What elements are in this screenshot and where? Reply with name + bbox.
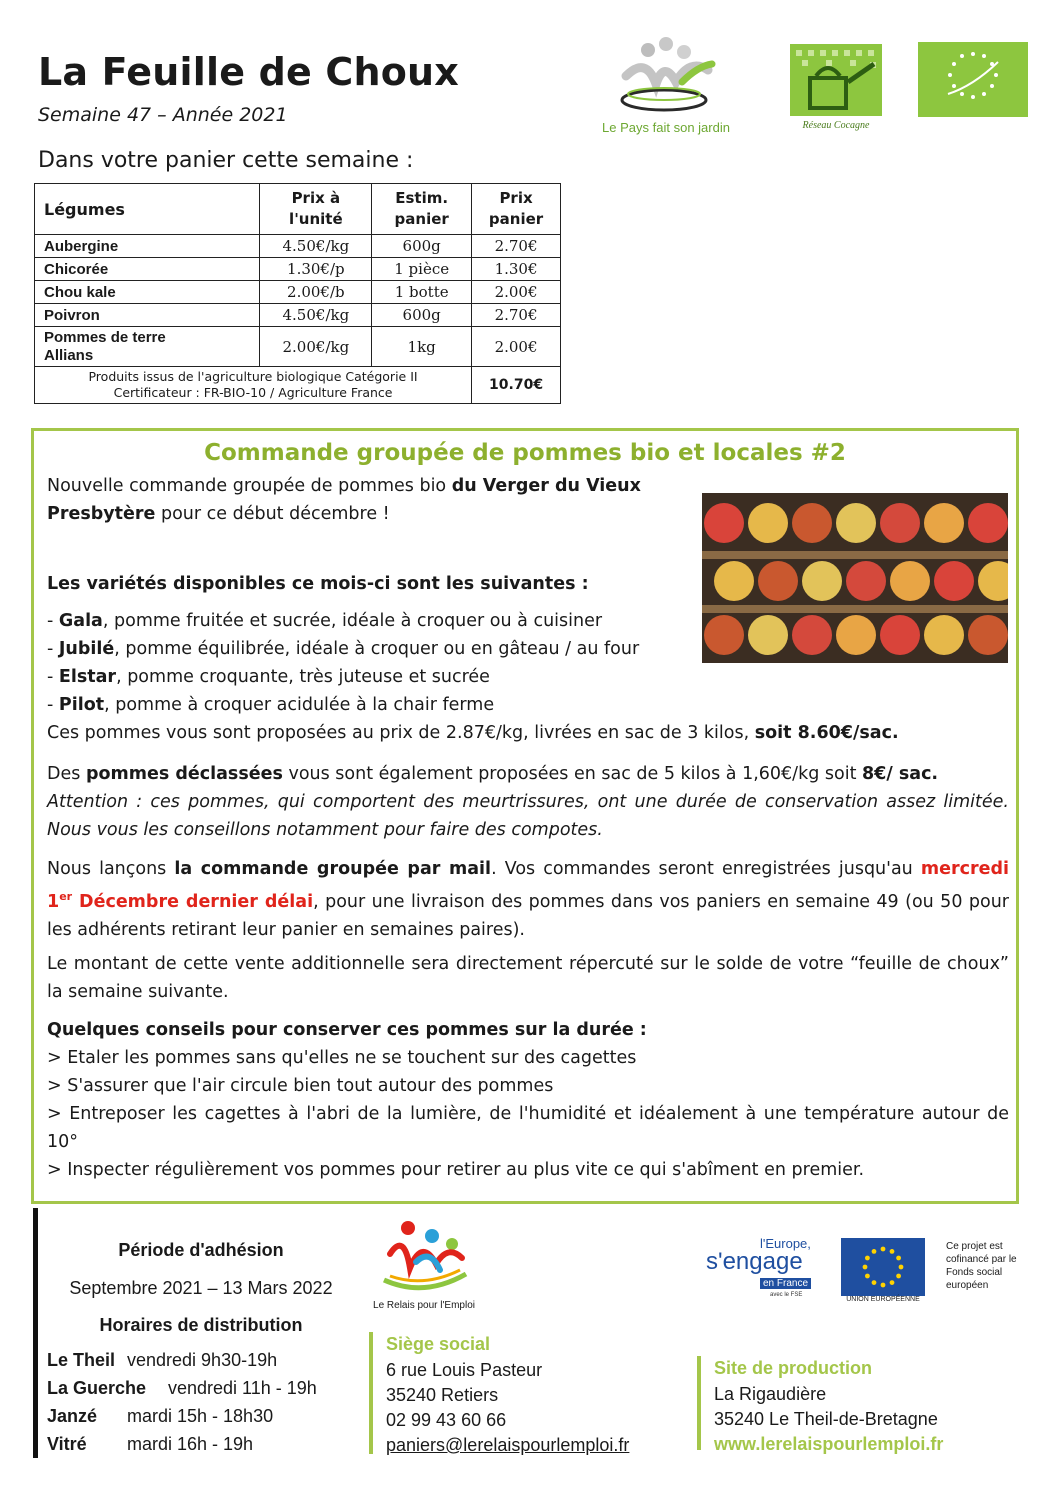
declass-bold: pommes déclassées [85,764,283,784]
col-header-legumes: Légumes [35,184,260,235]
price-paragraph [47,719,899,747]
variety-desc: , pomme équilibrée, idéale à croquer ou en gâteau / au four [114,639,640,659]
europe-sengage-logo [700,1236,824,1300]
col-header-basket-price: Prix panier [472,184,561,235]
hours-heading: Horaires de distribution [99,1315,303,1335]
hours-place: Le Theil [47,1350,116,1370]
hours-place: Vitré [47,1434,87,1454]
variety-name: Gala [58,611,103,631]
tip-item: > Entreposer les cagettes à l'abri de la lumière, de l'humidité et idéalement à une température autour de 10° [47,1104,1009,1152]
col-header-unit-price: Prix à l'unité [260,184,372,235]
order-text-f: , pour une livraison des pommes dans vos paniers en semaine 49 (ou 50 pour les adhérents retirant leur panier en semaines paires). [47,891,1009,940]
basket-price: 2.00€ [472,281,561,304]
variety-name: Jubilé [58,639,115,659]
cocagne-logo-label: Réseau Cocagne [802,120,870,131]
amount-paragraph: Le montant de cette vente additionnelle sera directement répercuté sur le solde de votre “feuille de choux” la semaine suivante. [47,954,1009,1002]
contact-email-link[interactable]: paniers@lerelaispourlemploi.fr [386,1435,630,1455]
intro-text-end: pour ce début décembre ! [155,504,390,524]
newsletter-subtitle: Semaine 47 – Année 2021 [38,104,288,126]
variety-item: - Pilot, pomme à croquer acidulée à la chair ferme [47,695,495,715]
table-row [35,327,561,367]
tip-item: > Inspecter régulièrement vos pommes pour retirer au plus vite ce qui s'abîment en premier. [47,1160,865,1180]
intro-text: Nouvelle commande groupée de pommes bio [47,476,452,496]
tips-heading [47,1016,647,1044]
hours-place: Janzé [47,1406,98,1426]
basket-price: 2.00€ [472,327,561,367]
site-divider [697,1356,701,1450]
table-header-row [35,184,561,235]
variety-item: - Gala, pomme fruitée et sucrée, idéale à croquer ou à cuisiner [47,611,603,631]
variety-desc: , pomme à croquer acidulée à la chair ferme [104,695,495,715]
order-text-c: . Vos commandes seront enregistrées jusqu'au [491,859,921,879]
footer-divider [33,1208,38,1458]
table-row [35,281,561,304]
certification-line-2: Certificateur : FR-BIO-10 / Agriculture France [113,385,393,400]
basket-price: 2.70€ [472,235,561,258]
tip-item: > S'assurer que l'air circule bien tout autour des pommes [47,1076,554,1096]
variety-item: - Jubilé, pomme équilibrée, idéale à croquer ou en gâteau / au four [47,639,640,659]
basket-price: 2.70€ [472,304,561,327]
period-heading: Période d'adhésion [118,1240,284,1260]
article-title: Commande groupée de pommes bio et locales #2 [204,440,846,466]
pays-logo-label: Le Pays fait son jardin [602,120,730,135]
siege-address-line: 35240 Retiers [386,1385,499,1405]
col-header-estimate: Estim. panier [372,184,472,235]
siege-phone: 02 99 43 60 66 [386,1410,507,1430]
declass-price-bold: 8€/ sac. [862,764,939,784]
deadline-sup: er [59,890,73,903]
varieties-heading-text: Les variétés disponibles ce mois-ci sont les suivantes : [47,574,589,594]
period-dates: Septembre 2021 – 13 Mars 2022 [69,1278,333,1298]
order-paragraph [47,855,1009,944]
table-row [35,235,561,258]
estimate: 1 pièce [372,258,472,281]
site-address-line: 35240 Le Theil-de-Bretagne [714,1409,938,1429]
basket-total: 10.70€ [472,367,561,404]
siege-divider [369,1332,373,1454]
europe-line-3: en France [760,1278,811,1289]
veg-name: Poivron [35,304,260,327]
attention-note: Attention : ces pommes, qui comportent des meurtrissures, ont une durée de conservation assez limitée. Nous vous les conseillons notamment pour faire des compotes. [47,792,1009,840]
europe-line-2: s'engage [706,1248,803,1275]
website-link[interactable]: www.lerelaispourlemploi.fr [714,1434,944,1454]
declass-text-c: vous sont également proposées en sac de 5 kilos à 1,60€/kg soit [282,764,862,784]
certification-note [35,367,472,404]
veg-name: Chou kale [35,281,260,304]
hours-time: vendredi 11h - 19h [168,1378,317,1398]
site-address-line: La Rigaudière [714,1384,827,1404]
siege-heading: Siège social [386,1334,491,1354]
declass-text-a: Des [47,764,86,784]
variety-desc: , pomme croquante, très juteuse et sucrée [116,667,490,687]
intro-bold-presbytere: Presbytère [47,504,156,524]
veg-name: Chicorée [35,258,260,281]
price-bold: soit 8.60€/sac. [754,723,899,743]
estimate: 600g [372,235,472,258]
variety-name: Elstar [58,667,117,687]
variety-name: Pilot [58,695,105,715]
variety-desc: , pomme fruitée et sucrée, idéale à croquer ou à cuisiner [102,611,603,631]
site-heading: Site de production [714,1358,873,1378]
eu-organic-leaf-logo [918,42,1028,117]
unit-price: 1.30€/p [260,258,372,281]
europe-line-4: avec le FSE [770,1292,803,1298]
europe-line-1: l'Europe, [760,1236,811,1251]
intro-line-1 [47,472,641,500]
hours-time: mardi 15h - 18h30 [127,1406,274,1426]
pays-fait-son-jardin-logo [586,36,746,140]
order-bold-mail: la commande groupée par mail [174,859,492,879]
table-footer-row [35,367,561,404]
siege-address-line: 6 rue Louis Pasteur [386,1360,543,1380]
tip-item: > Etaler les pommes sans qu'elles ne se touchent sur des cagettes [47,1048,637,1068]
basket-heading: Dans votre panier cette semaine : [38,148,414,173]
relais-logo-label: Le Relais pour l'Emploi [373,1300,475,1311]
basket-price: 1.30€ [472,258,561,281]
veg-name: Aubergine [35,235,260,258]
deadline-text: Décembre dernier délai [72,891,314,912]
deadline-date: mercredi 1 [47,859,1009,912]
eu-flag-icon [841,1238,925,1304]
estimate: 1kg [372,327,472,367]
intro-bold-verger: du Verger du Vieux [451,476,641,496]
price-text: Ces pommes vous sont proposées au prix de 2.87€/kg, livrées en sac de 3 kilos, [47,723,755,743]
unit-price: 2.00€/kg [260,327,372,367]
veg-name: Pommes de terre Allians [35,327,260,367]
order-text-a: Nous lançons [47,859,175,879]
certification-line-1: Produits issus de l'agriculture biologique Catégorie II [88,369,418,384]
hours-time: vendredi 9h30-19h [127,1350,278,1370]
estimate: 1 botte [372,281,472,304]
declassed-paragraph [47,760,938,788]
fse-cofinance-text: Ce projet est cofinancé par le Fonds social européen [946,1241,1017,1291]
hours-place: La Guerche [47,1378,147,1398]
table-row [35,304,561,327]
newsletter-title: La Feuille de Choux [38,50,460,94]
unit-price: 4.50€/kg [260,304,372,327]
ue-label: UNION EUROPÉENNE [846,1296,920,1303]
relais-pour-emploi-logo [370,1218,478,1314]
varieties-heading [47,570,589,598]
variety-item: - Elstar, pomme croquante, très juteuse et sucrée [47,667,490,687]
tips-heading-text: Quelques conseils pour conserver ces pommes sur la durée : [47,1020,647,1040]
unit-price: 2.00€/b [260,281,372,304]
reseau-cocagne-logo [786,42,886,134]
unit-price: 4.50€/kg [260,235,372,258]
intro-line-2 [47,500,390,528]
estimate: 600g [372,304,472,327]
apples-crate-photo [702,493,1008,663]
price-table [34,183,561,404]
hours-time: mardi 16h - 19h [127,1434,254,1454]
table-row [35,258,561,281]
